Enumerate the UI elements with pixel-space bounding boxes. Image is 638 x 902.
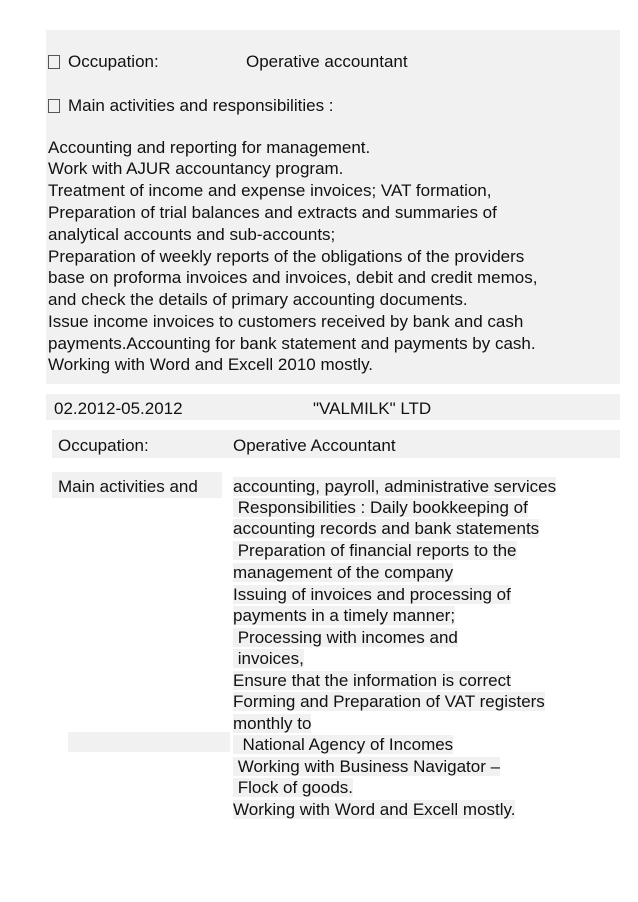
description-line: payments.Accounting for bank statement and payments by cash. (48, 334, 536, 353)
description-line: accounting records and bank statements (233, 519, 540, 538)
description-line: Issuing of invoices and processing of (233, 585, 511, 604)
description-line: and check the details of primary accounting documents. (48, 290, 468, 309)
description-line: base on proforma invoices and invoices, debit and credit memos, (48, 268, 538, 287)
description-line: management of the company (233, 563, 454, 582)
description-line: Preparation of trial balances and extracts and summaries of (48, 203, 497, 222)
description-line: Working with Business Navigator – (233, 757, 501, 776)
description-line: Ensure that the information is correct (233, 671, 511, 690)
description-line: Preparation of financial reports to the (233, 541, 517, 560)
description-line: Work with AJUR accountancy program. (48, 159, 344, 178)
description-line: Responsibilities : Daily bookkeeping of (233, 498, 528, 517)
description-line: National Agency of Incomes (233, 735, 454, 754)
activities-label: Main activities and responsibilities : (48, 95, 334, 116)
description-line: Flock of goods. (233, 778, 354, 797)
section2-spacer-background (68, 732, 230, 752)
description-line: Working with Word and Excell 2010 mostly. (48, 355, 374, 374)
checkbox-icon (48, 55, 60, 69)
description-line: Accounting and reporting for management. (48, 138, 371, 157)
description-line: Issue income invoices to customers received by bank and cash (48, 312, 524, 331)
description-line: Working with Word and Excell mostly. (233, 800, 516, 819)
description-line: invoices, (233, 649, 304, 668)
description-line: monthly to (233, 714, 312, 733)
description-line: Preparation of weekly reports of the obligations of the providers (48, 247, 525, 266)
occupation-value-2: Operative Accountant (233, 436, 396, 455)
occupation-label-2: Occupation: (58, 436, 149, 455)
checkbox-icon (48, 99, 60, 113)
description-line: payments in a timely manner; (233, 606, 456, 625)
employment-period: 02.2012-05.2012 (54, 399, 183, 418)
activities-label-2: Main activities and (58, 477, 198, 496)
description-line: accounting, payroll, administrative services (233, 477, 557, 496)
occupation-value: Operative accountant (246, 52, 408, 71)
description-line: Treatment of income and expense invoices; VAT formation, (48, 181, 492, 200)
description-line: Forming and Preparation of VAT registers (233, 692, 545, 711)
description-line: analytical accounts and sub-accounts; (48, 225, 336, 244)
occupation-label: Occupation: (48, 51, 159, 72)
description-line: Processing with incomes and (233, 628, 458, 647)
employer-name: "VALMILK" LTD (313, 399, 432, 418)
